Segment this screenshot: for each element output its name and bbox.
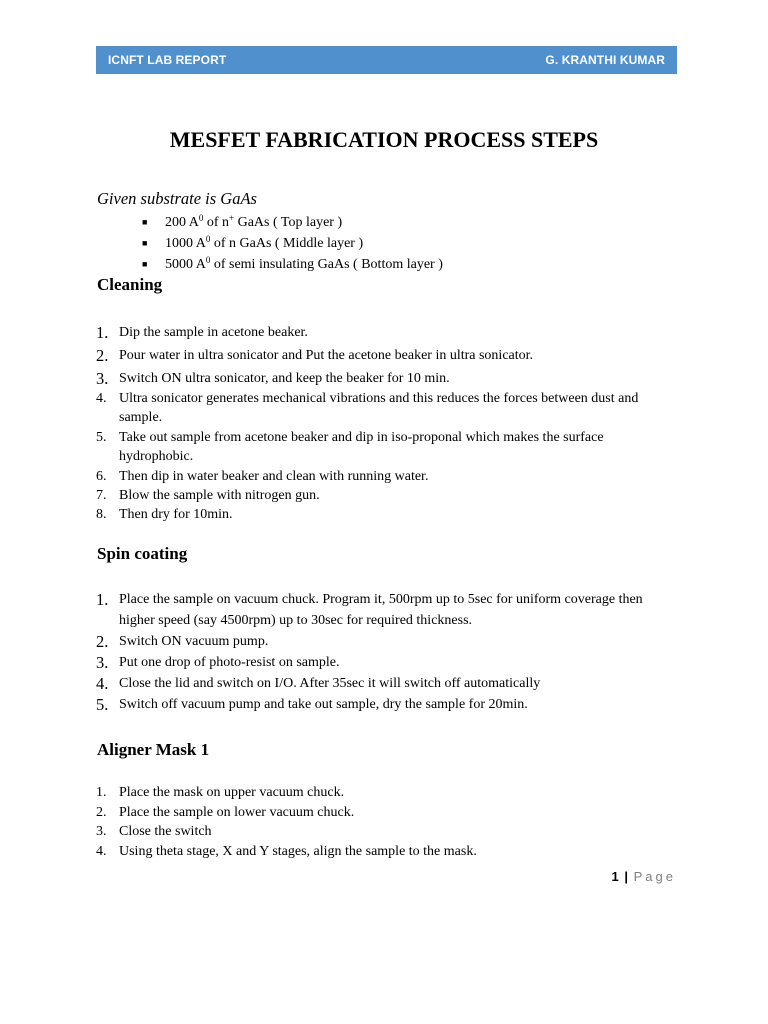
page-number: 1 — [611, 869, 619, 884]
list-item: 1. Dip the sample in acetone beaker. — [96, 323, 308, 342]
list-item: 7. Blow the sample with nitrogen gun. — [96, 488, 320, 503]
page-footer — [612, 869, 677, 884]
list-item: 4. Close the lid and switch on I/O. After 35sec it will switch off automatically — [96, 674, 541, 693]
list-item: 2. Switch ON vacuum pump. — [96, 632, 269, 651]
list-item: ■ 1000 $A^0$ of n GaAs ( Middle layer ) — [142, 233, 443, 254]
list-item: 5. Switch off vacuum pump and take out sample, dry the sample for 20min. — [96, 695, 528, 714]
substrate-label: Given substrate is GaAs — [97, 189, 257, 208]
list-item: ■ 200 $A^0$ of n+ GaAs ( Top layer ) — [142, 212, 443, 233]
header-left-text: ICNFT LAB REPORT — [108, 53, 227, 67]
list-item: 1. Place the mask on upper vacuum chuck. — [96, 785, 345, 800]
section-heading-cleaning: Cleaning — [97, 275, 163, 294]
spin-coating-steps-list — [96, 589, 666, 715]
list-item: 5. Take out sample from acetone beaker and dip in iso-proponal which makes the surface hydrophobic. — [96, 430, 604, 464]
page-header — [96, 46, 677, 74]
list-item: 4. Using theta stage, X and Y stages, align the sample to the mask. — [96, 843, 477, 859]
list-item: 2. Pour water in ultra sonicator and Put the acetone beaker in ultra sonicator. — [96, 346, 534, 365]
list-item: 6. Then dip in water beaker and clean with running water. — [96, 469, 429, 484]
document-title: MESFET FABRICATION PROCESS STEPS — [169, 127, 599, 152]
list-item: 3. Close the switch — [96, 824, 212, 839]
list-item: 1. Place the sample on vacuum chuck. Program it, 500rpm up to 5sec for uniform coverage then higher speed (say 4500rpm) up to 30sec for required thickness. — [96, 590, 643, 628]
list-item: ■ 5000 $A^0$ of semi insulating GaAs ( Bottom layer ) — [142, 254, 443, 275]
bullet-square-icon: ■ — [142, 259, 148, 269]
cleaning-steps-list — [96, 323, 666, 524]
aligner-mask-steps-list — [96, 783, 666, 861]
bullet-square-icon: ■ — [142, 238, 148, 248]
list-item: 2. Place the sample on lower vacuum chuck. — [96, 804, 355, 820]
section-heading-aligner-mask-1: Aligner Mask 1 — [97, 740, 210, 759]
list-item: 3. Put one drop of photo-resist on sample. — [96, 653, 340, 672]
list-item: 8. Then dry for 10min. — [96, 507, 233, 522]
header-author: G. KRANTHI KUMAR — [545, 53, 665, 67]
page-word: Page — [633, 869, 676, 884]
list-item: 3. Switch ON ultra sonicator, and keep the beaker for 10 min. — [96, 369, 450, 388]
substrate-layer-list — [142, 212, 443, 275]
list-item: 4. Ultra sonicator generates mechanical vibrations and this reduces the forces between dust and sample. — [96, 391, 639, 425]
footer-separator: | — [624, 869, 628, 884]
section-heading-spin-coating: Spin coating — [97, 544, 188, 563]
bullet-square-icon: ■ — [142, 217, 148, 227]
